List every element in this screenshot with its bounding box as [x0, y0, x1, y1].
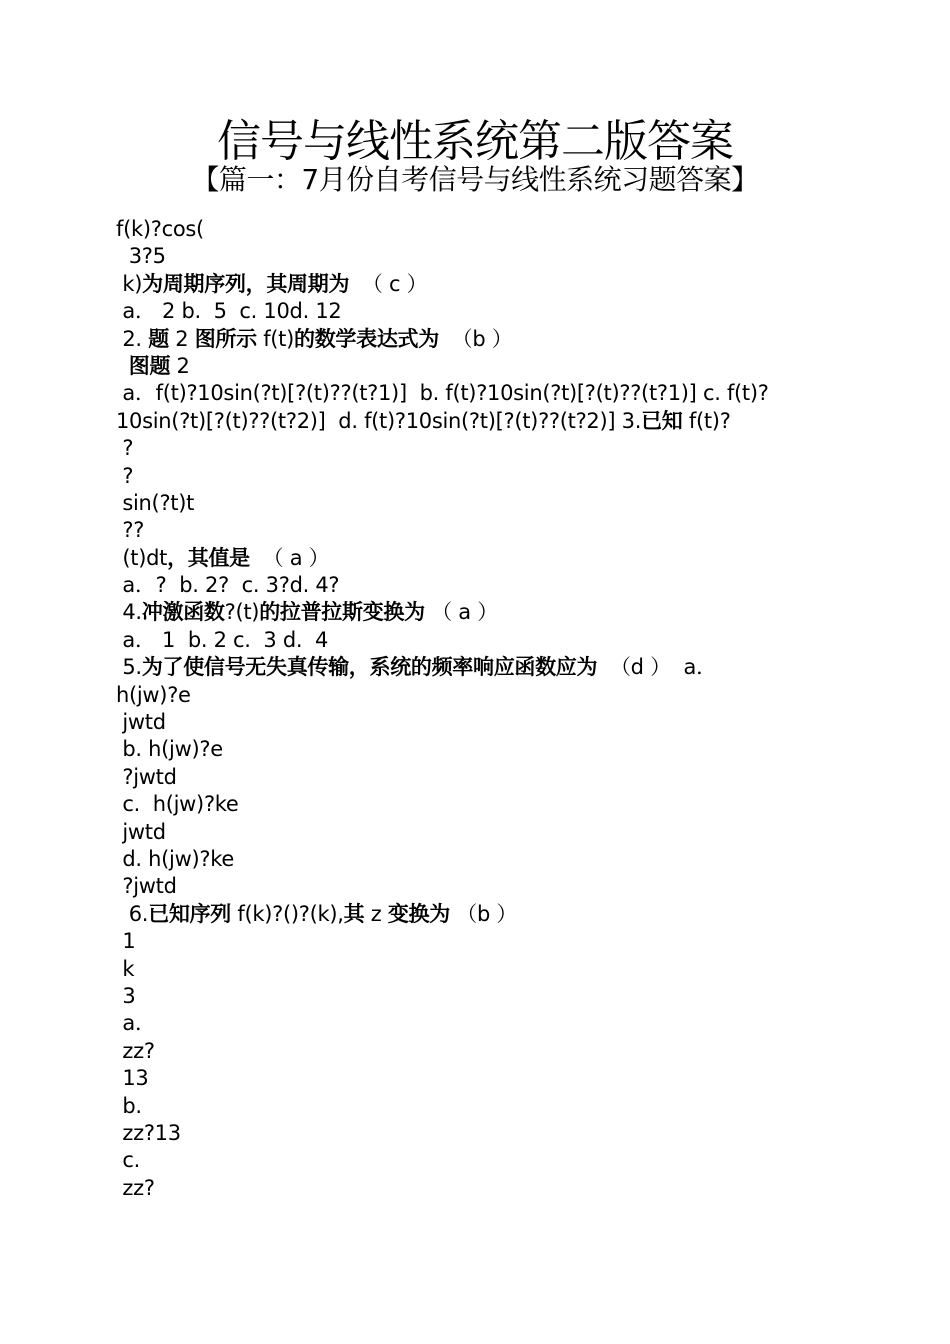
text-line: [116, 682, 816, 709]
text-run: ?(t): [224, 600, 260, 625]
text-run: jwtd: [116, 710, 166, 735]
text-run: [116, 354, 129, 378]
text-line: [116, 791, 816, 818]
text-run: 2: [170, 353, 190, 378]
text-run: a．f(t)?10sin(?t)[?(t)??(t?1)] b. f(t)?10sin(?t)[?(t)??(t?1)] c. f(t)?: [116, 381, 769, 406]
text-run: ?jwtd: [116, 764, 177, 789]
text-run: 2.: [116, 326, 149, 351]
text-run: 6.: [116, 901, 149, 926]
bold-text-run: 冲激函数: [141, 600, 225, 625]
text-line: [116, 1175, 816, 1202]
bold-text-run: 的拉普拉斯变换为: [259, 600, 425, 625]
text-line: [116, 846, 816, 873]
text-line: [116, 517, 816, 544]
text-run: ??: [116, 518, 145, 543]
text-run: ?: [116, 436, 134, 461]
bold-text-run: 图题: [128, 353, 171, 378]
text-run: f(t)?: [682, 408, 731, 433]
text-run: a．: [116, 1011, 156, 1036]
bold-text-run: 其: [343, 901, 365, 926]
text-run: （b ）: [438, 326, 513, 351]
text-line: [116, 1093, 816, 1120]
text-run: a． 1 b. 2 c. 3 d. 4: [116, 627, 329, 652]
text-run: k): [116, 271, 143, 296]
text-run: 2: [168, 326, 195, 351]
text-run: （ a ）: [424, 600, 498, 625]
text-line: [116, 490, 816, 517]
text-run: h(jw)?e: [116, 682, 191, 707]
text-line: [116, 736, 816, 763]
text-line: [116, 463, 816, 490]
text-run: f(k)?cos(: [116, 217, 204, 241]
text-line: [116, 599, 816, 626]
text-run: jwtd: [116, 819, 166, 844]
text-line: [116, 298, 816, 325]
text-run: （d ） a．: [597, 655, 717, 680]
text-run: f(k)?()?(k),: [231, 901, 344, 926]
text-line: [116, 956, 816, 983]
text-run: 3?5: [116, 244, 166, 269]
text-run: ?: [116, 463, 134, 488]
bold-text-run: 变换为: [387, 901, 450, 926]
text-run: c. h(jw)?ke: [116, 792, 239, 817]
text-run: sin(?t)t: [116, 490, 195, 515]
text-run: 13: [116, 1066, 149, 1091]
text-line: [116, 901, 816, 928]
text-line: [116, 408, 816, 435]
text-line: [116, 709, 816, 736]
text-run: 4.: [116, 600, 142, 625]
bold-text-run: 的数学表达式为: [294, 326, 439, 351]
bold-text-run: 已知序列: [148, 901, 231, 926]
text-line: [116, 1065, 816, 1092]
text-line: [116, 819, 816, 846]
text-line: [116, 326, 816, 353]
document-subtitle: 【篇一：7月份自考信号与线性系统习题答案】: [191, 163, 759, 196]
bold-text-run: 为周期序列，其周期为: [142, 271, 350, 296]
text-line: [116, 1120, 816, 1147]
text-line: [116, 216, 816, 243]
bold-text-run: 为了使信号无失真传输，系统的频率响应函数应为: [141, 655, 598, 680]
text-line: [116, 928, 816, 955]
text-line: [116, 654, 816, 681]
bold-text-run: 已知: [641, 408, 683, 433]
document-title: 信号与线性系统第二版答案: [217, 116, 733, 167]
text-line: [116, 873, 816, 900]
text-line: [116, 627, 816, 654]
text-line: [116, 353, 816, 380]
text-run: c.: [116, 1148, 140, 1173]
text-run: k: [116, 956, 135, 981]
text-line: [116, 545, 816, 572]
text-run: zz?: [116, 1175, 155, 1200]
text-run: a．? b. 2? c. 3?d. 4?: [116, 573, 340, 598]
bold-text-run: ，其值是: [167, 545, 250, 570]
text-line: [116, 1010, 816, 1037]
text-run: 5.: [116, 655, 142, 680]
text-line: [116, 271, 816, 298]
text-run: a． 2 b. 5 c. 10d. 12: [116, 299, 342, 324]
text-run: b. h(jw)?e: [116, 737, 223, 762]
text-line: [116, 435, 816, 462]
text-run: 1: [116, 929, 136, 954]
text-run: d. h(jw)?ke: [116, 846, 234, 871]
bold-text-run: 图所示: [194, 326, 257, 351]
text-run: b.: [116, 1093, 142, 1118]
text-line: [116, 983, 816, 1010]
text-line: [116, 572, 816, 599]
document-body: [116, 216, 816, 1202]
text-line: [116, 243, 816, 270]
text-run: （ a ）: [249, 545, 330, 570]
text-line: [116, 1147, 816, 1174]
text-run: f(t): [256, 326, 295, 351]
bold-text-run: 题: [148, 326, 169, 351]
text-run: z: [364, 901, 388, 926]
text-run: (t)dt: [116, 545, 168, 570]
text-line: [116, 380, 816, 407]
text-line: [116, 764, 816, 791]
text-line: [116, 1038, 816, 1065]
text-run: （ c ）: [349, 271, 428, 296]
text-run: 10sin(?t)[?(t)??(t?2)] d. f(t)?10sin(?t)[?(t)??(t?2)] 3.: [116, 408, 642, 433]
text-run: 3: [116, 983, 136, 1008]
text-run: zz?13: [116, 1120, 181, 1145]
text-run: ?jwtd: [116, 874, 177, 899]
text-run: （b ）: [449, 901, 518, 926]
text-run: zz?: [116, 1038, 155, 1063]
